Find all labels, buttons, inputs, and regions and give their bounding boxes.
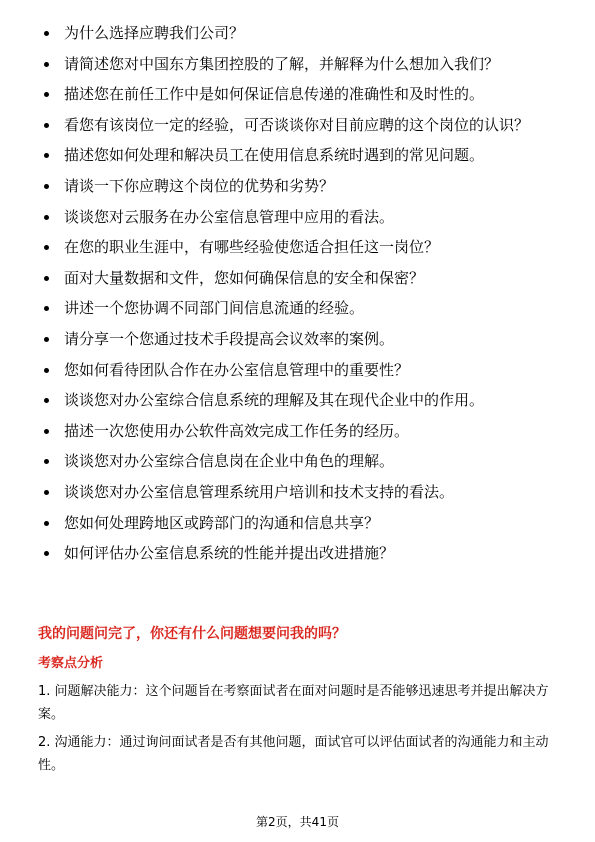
bullet-icon — [44, 276, 49, 281]
question-item — [40, 389, 560, 412]
question-text: 描述您如何处理和解决员工在使用信息系统时遇到的常见问题。 — [64, 146, 485, 165]
question-text: 谈谈您对办公室综合信息岗在企业中角色的理解。 — [64, 452, 395, 471]
question-item — [40, 542, 560, 565]
question-item — [40, 328, 560, 351]
bullet-icon — [44, 184, 49, 189]
bullet-icon — [44, 398, 49, 403]
bullet-icon — [44, 337, 49, 342]
question-text: 您如何处理跨地区或跨部门的沟通和信息共享？ — [64, 513, 380, 532]
question-item — [40, 114, 560, 137]
question-text: 为什么选择应聘我们公司？ — [64, 24, 245, 42]
question-text: 请简述您对中国东方集团控股的了解，并解释为什么想加入我们？ — [64, 54, 500, 73]
bullet-icon — [44, 368, 49, 373]
question-item — [40, 512, 560, 535]
question-item — [40, 420, 560, 443]
question-item — [40, 359, 560, 382]
question-text: 您如何看待团队合作在办公室信息管理中的重要性？ — [64, 360, 410, 379]
question-item — [40, 53, 560, 76]
final-question: 我的问题问完了，你还有什么问题想要问我的吗？ — [38, 626, 346, 642]
bullet-icon — [44, 551, 49, 556]
analysis-title: 考察点分析 — [38, 656, 104, 671]
question-item — [40, 267, 560, 290]
question-text: 如何评估办公室信息系统的性能并提出改进措施？ — [64, 544, 395, 563]
question-text: 谈谈您对办公室综合信息系统的理解及其在现代企业中的作用。 — [64, 391, 485, 410]
question-text: 谈谈您对云服务在办公室信息管理中应用的看法。 — [64, 207, 395, 226]
bullet-icon — [44, 62, 49, 67]
question-item — [40, 83, 560, 106]
question-text: 看您有该岗位一定的经验，可否谈谈你对目前应聘的这个岗位的认识？ — [64, 115, 530, 134]
bullet-icon — [44, 490, 49, 495]
question-text: 面对大量数据和文件，您如何确保信息的安全和保密？ — [64, 268, 425, 287]
analysis-section — [38, 680, 560, 782]
bullet-icon — [44, 123, 49, 128]
question-item — [40, 144, 560, 167]
bullet-icon — [44, 153, 49, 158]
question-text: 描述一次您使用办公软件高效完成工作任务的经历。 — [64, 421, 410, 440]
bullet-icon — [44, 245, 49, 250]
bullet-icon — [44, 306, 49, 311]
bullet-icon — [44, 215, 49, 220]
question-text: 请分享一个您通过技术手段提高会议效率的案例。 — [64, 329, 395, 348]
bullet-icon — [44, 521, 49, 526]
question-text: 讲述一个您协调不同部门间信息流通的经验。 — [64, 299, 365, 318]
page-footer: 第2页，共41页 — [256, 815, 339, 829]
bullet-icon — [44, 31, 49, 36]
question-text: 描述您在前任工作中是如何保证信息传递的准确性和及时性的。 — [64, 85, 485, 104]
question-item — [40, 175, 560, 198]
analysis-point: 2. 沟通能力：通过询问面试者是否有其他问题，面试官可以评估面试者的沟通能力和主动性。 — [38, 735, 549, 773]
question-text: 谈谈您对办公室信息管理系统用户培训和技术支持的看法。 — [64, 482, 455, 501]
bullet-icon — [44, 429, 49, 434]
question-text: 在您的职业生涯中，有哪些经验使您适合担任这一岗位？ — [64, 238, 440, 257]
analysis-point: 1. 问题解决能力：这个问题旨在考察面试者在面对问题时是否能够迅速思考并提出解决方案。 — [38, 684, 549, 722]
question-list — [40, 22, 560, 573]
question-item — [40, 236, 560, 259]
question-text: 请谈一下你应聘这个岗位的优势和劣势？ — [64, 176, 335, 195]
question-item — [40, 206, 560, 229]
bullet-icon — [44, 459, 49, 464]
question-item — [40, 22, 560, 45]
bullet-icon — [44, 92, 49, 97]
question-item — [40, 450, 560, 473]
question-item — [40, 297, 560, 320]
question-item — [40, 481, 560, 504]
